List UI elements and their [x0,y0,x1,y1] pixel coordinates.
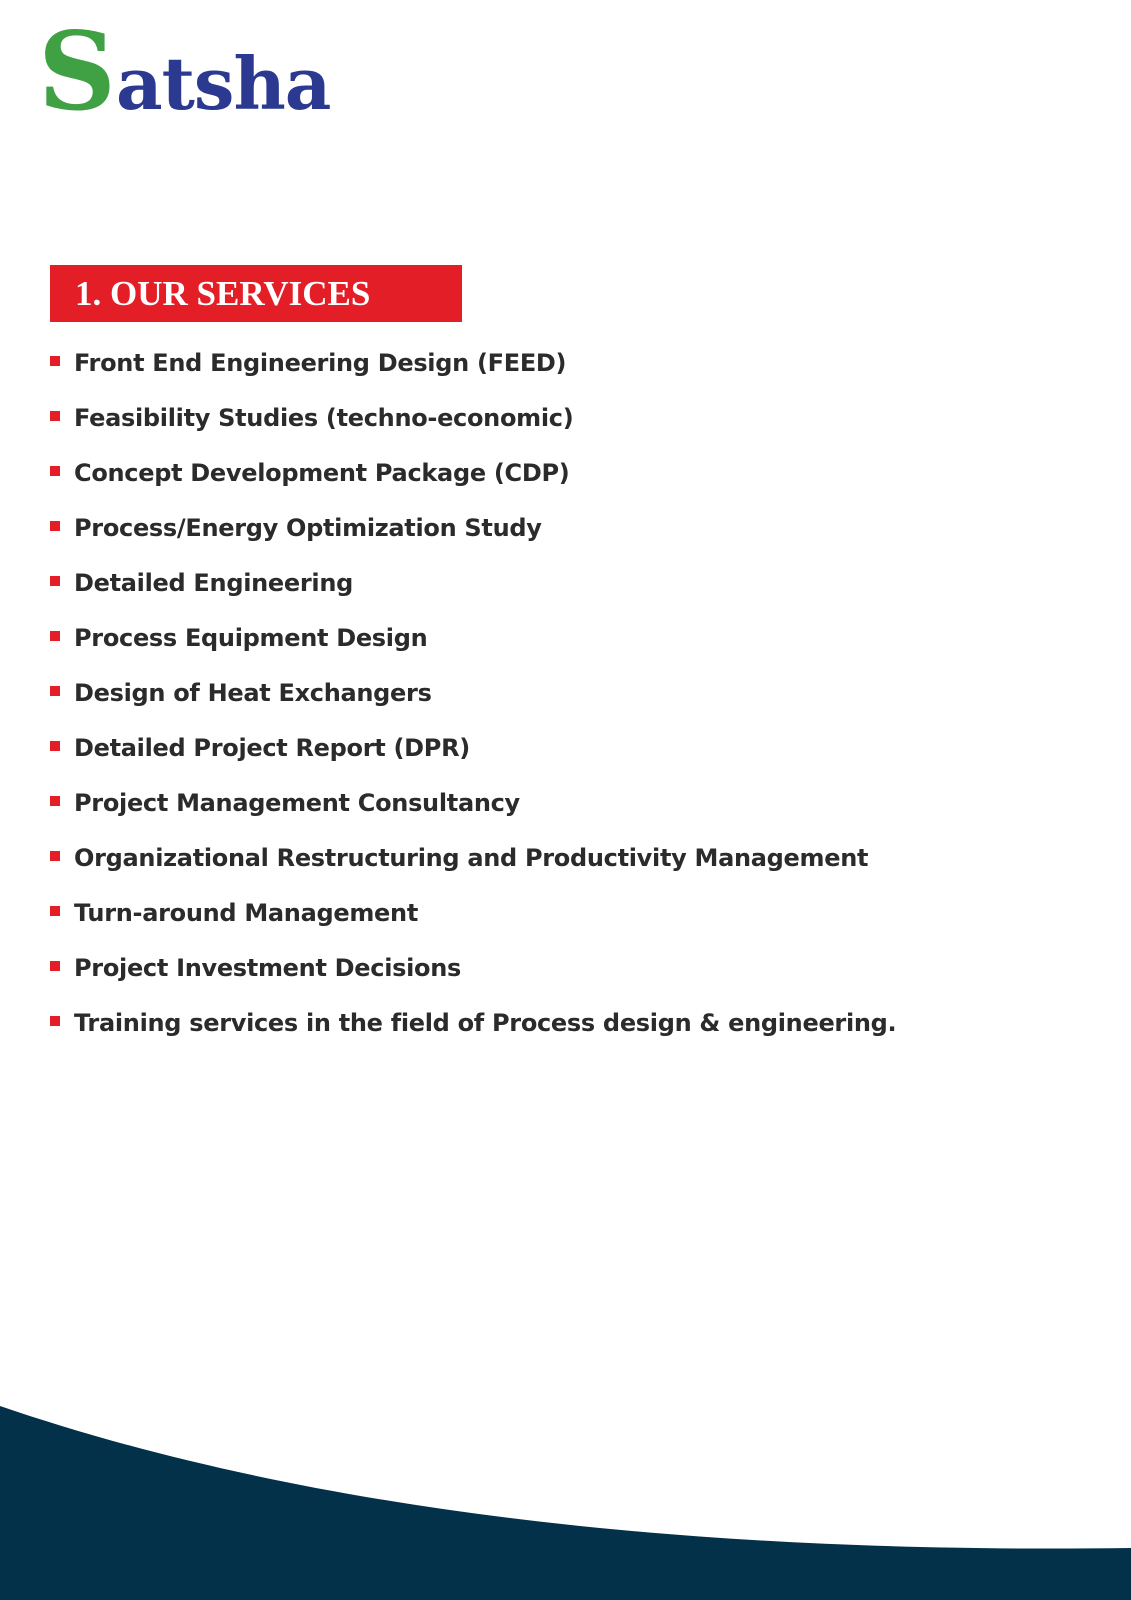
bullet-square-icon [50,466,60,476]
service-label: Project Management Consultancy [74,789,520,817]
service-item [50,455,896,510]
service-item [50,565,896,620]
bullet-square-icon [50,356,60,366]
service-label: Process Equipment Design [74,624,428,652]
service-item [50,1005,896,1060]
service-label: Process/Energy Optimization Study [74,514,542,542]
service-label: Project Investment Decisions [74,954,461,982]
bullet-square-icon [50,906,60,916]
bullet-square-icon [50,796,60,806]
service-label: Turn-around Management [74,899,418,927]
service-item [50,895,896,950]
service-item [50,785,896,840]
service-item [50,730,896,785]
service-label: Concept Development Package (CDP) [74,459,570,487]
footer-wave-shape [0,1406,1131,1600]
service-item [50,345,896,400]
service-item [50,840,896,895]
services-section-title: 1. OUR SERVICES [75,273,371,313]
bullet-square-icon [50,576,60,586]
service-label: Training services in the field of Process design & engineering. [74,1009,897,1037]
service-label: Feasibility Studies (techno-economic) [74,404,574,432]
bullet-square-icon [50,851,60,861]
service-label: Detailed Project Report (DPR) [74,734,470,762]
service-label: Organizational Restructuring and Productivity Management [74,844,869,872]
bullet-square-icon [50,961,60,971]
bullet-square-icon [50,741,60,751]
service-label: Front End Engineering Design (FEED) [74,349,567,377]
footer-wave [0,1390,1131,1600]
bullet-square-icon [50,631,60,641]
service-label: Design of Heat Exchangers [74,679,432,707]
satsha-logo [38,9,331,135]
service-item [50,950,896,1005]
service-label: Detailed Engineering [74,569,353,597]
service-item [50,620,896,675]
bullet-square-icon [50,1016,60,1026]
bullet-square-icon [50,521,60,531]
service-item [50,510,896,565]
service-item [50,400,896,455]
logo-letter-s: S [38,9,116,135]
services-section-header [50,265,462,322]
services-list [50,345,896,1060]
service-item [50,675,896,730]
bullet-square-icon [50,686,60,696]
logo-wordmark: atsha [116,41,331,126]
bullet-square-icon [50,411,60,421]
